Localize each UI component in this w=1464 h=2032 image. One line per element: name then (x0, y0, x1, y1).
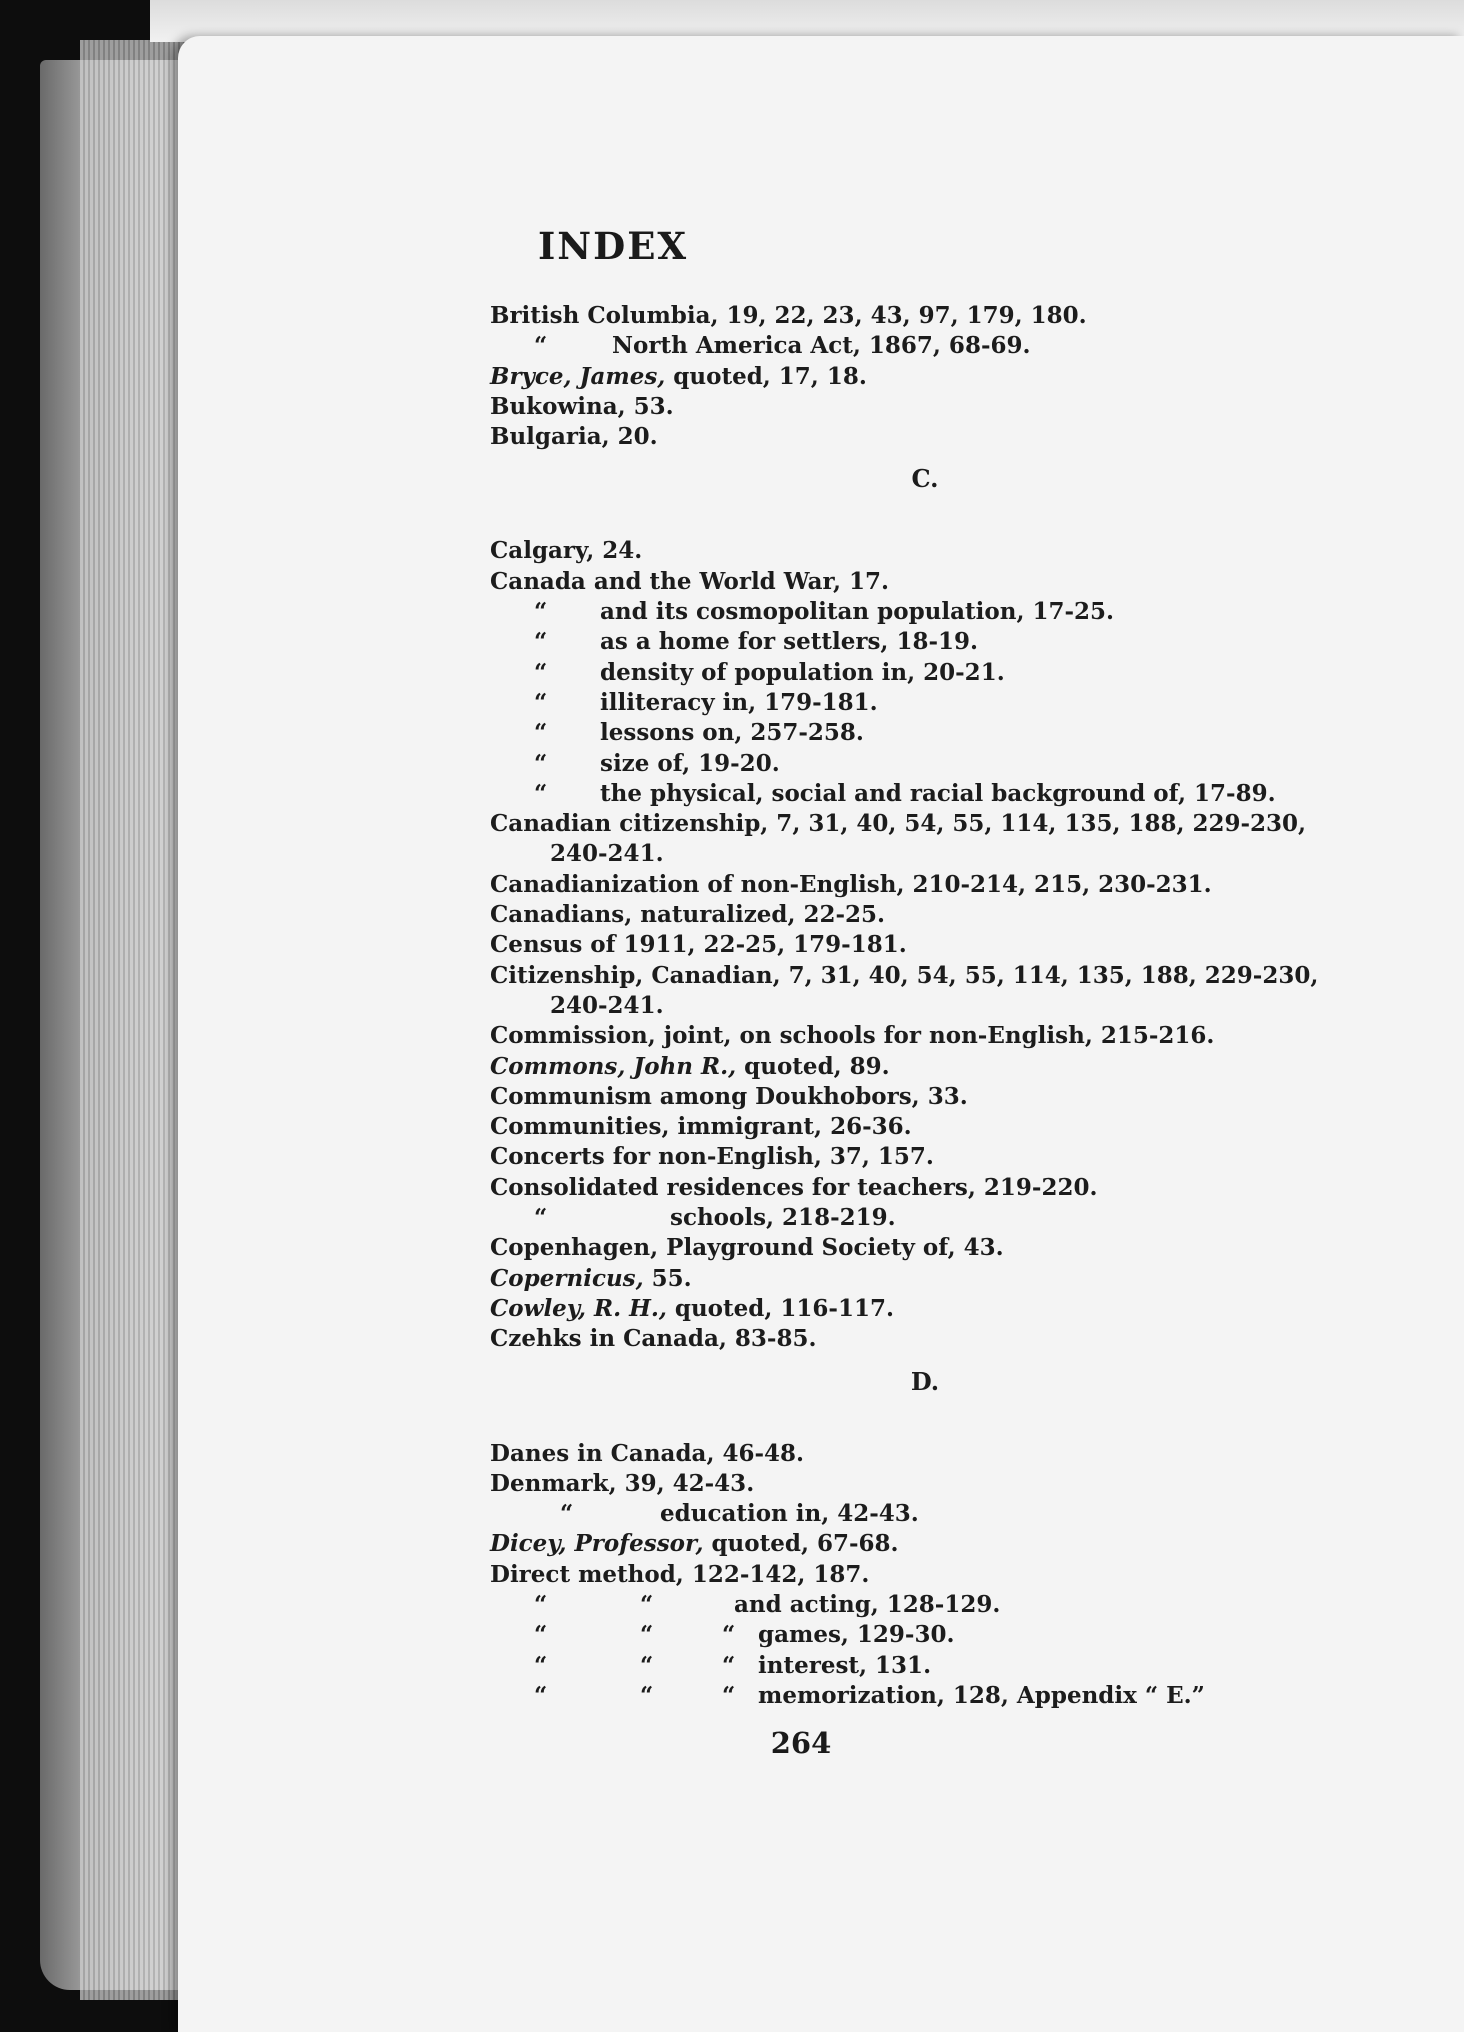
ditto-mark: “ (722, 1621, 736, 1649)
entry-text: 240-241. (550, 840, 664, 868)
ditto-mark: “ (534, 749, 548, 777)
ditto-mark: “ (534, 628, 548, 656)
index-entry (490, 627, 1420, 657)
index-entry (490, 1203, 1420, 1233)
section-spacer (490, 506, 1420, 536)
entry-text: Consolidated residences for teachers, 219-220. (490, 1173, 1098, 1201)
ditto-mark: “ (640, 1651, 654, 1679)
entry-text: Concerts for non-English, 37, 157. (490, 1143, 934, 1171)
entry-text: Census of 1911, 22-25, 179-181. (490, 931, 907, 959)
section-heading-d: D. (910, 1366, 940, 1396)
index-entry (490, 779, 1420, 809)
index-entry (490, 1620, 1420, 1650)
index-entry (490, 718, 1420, 748)
entry-text: 240-241. (550, 991, 664, 1019)
entry-name-italic: Cowley, R. H., (490, 1294, 667, 1322)
index-entry (490, 597, 1420, 627)
entry-text: density of population in, 20-21. (600, 658, 1005, 686)
entry-text: Bukowina, 53. (490, 392, 674, 420)
page-number: 264 (770, 1726, 832, 1760)
ditto-mark: “ (534, 779, 548, 807)
index-entry (490, 809, 1420, 839)
index-entry (490, 658, 1420, 688)
index-section-d (490, 1439, 1420, 1712)
entry-text: schools, 218-219. (670, 1204, 896, 1232)
index-entry (490, 301, 1420, 331)
index-entry (490, 688, 1420, 718)
index-entry (490, 1590, 1420, 1620)
index-entry (490, 749, 1420, 779)
entry-text: games, 129-30. (758, 1621, 955, 1649)
ditto-mark: “ (722, 1681, 736, 1709)
ditto-mark: “ (534, 332, 548, 360)
index-entry (490, 1294, 1420, 1324)
index-entry (490, 1142, 1420, 1172)
entry-text: quoted, 116-117. (666, 1294, 894, 1322)
entry-text: British Columbia, 19, 22, 23, 43, 97, 179, 180. (490, 302, 1087, 329)
entry-text: Canadian citizenship, 7, 31, 40, 54, 55, 114, 135, 188, 229-230, (490, 810, 1307, 838)
entry-text: 55. (643, 1264, 692, 1292)
entry-text: Bulgaria, 20. (490, 423, 658, 451)
entry-text: Canadians, naturalized, 22-25. (490, 901, 886, 929)
book-page (178, 36, 1464, 2032)
entry-text: quoted, 17, 18. (665, 362, 867, 390)
index-section-b (490, 301, 1420, 452)
entry-text: Calgary, 24. (490, 537, 643, 565)
index-entry (490, 1021, 1420, 1051)
entry-text: Czehks in Canada, 83-85. (490, 1325, 817, 1353)
index-entry (490, 961, 1420, 991)
entry-text: North America Act, 1867, 68-69. (612, 332, 1031, 360)
entry-text: illiteracy in, 179-181. (600, 688, 878, 716)
index-entry (490, 1560, 1420, 1590)
index-entry (490, 1681, 1420, 1711)
index-entry (490, 1529, 1420, 1559)
index-entry (490, 870, 1420, 900)
entry-name-italic: Copernicus, (490, 1264, 644, 1292)
ditto-mark: “ (534, 719, 548, 747)
index-entry (490, 392, 1420, 422)
ditto-mark: “ (722, 1651, 736, 1679)
entry-text: Danes in Canada, 46-48. (490, 1439, 805, 1467)
index-entry (490, 536, 1420, 566)
ditto-mark: “ (534, 1621, 548, 1649)
index-entry (490, 1469, 1420, 1499)
ditto-mark: “ (534, 658, 548, 686)
page-title: INDEX (538, 224, 689, 268)
index-entry (490, 1052, 1420, 1082)
index-entry (490, 1439, 1420, 1469)
index-entry (490, 930, 1420, 960)
ditto-mark: “ (534, 688, 548, 716)
index-entry (490, 839, 1420, 869)
index-entry (490, 1082, 1420, 1112)
entry-name-italic: Commons, John R., (490, 1052, 737, 1080)
ditto-mark: “ (640, 1621, 654, 1649)
entry-text: quoted, 89. (736, 1052, 890, 1080)
entry-text: Commission, joint, on schools for non-English, 215-216. (490, 1022, 1215, 1050)
index-entry (490, 1499, 1420, 1529)
index-entry (490, 422, 1420, 452)
entry-name-italic: Dicey, Professor, (490, 1530, 704, 1558)
ditto-mark: “ (640, 1681, 654, 1709)
entry-text: Copenhagen, Playground Society of, 43. (490, 1234, 1004, 1262)
index-entry (490, 1112, 1420, 1142)
index-entry (490, 991, 1420, 1021)
entry-text: and acting, 128-129. (734, 1590, 1001, 1618)
index-entry (490, 1324, 1420, 1354)
entry-text: Canada and the World War, 17. (490, 567, 889, 595)
index-entry (490, 1651, 1420, 1681)
ditto-mark: “ (534, 1681, 548, 1709)
ditto-mark: “ (534, 1651, 548, 1679)
ditto-mark: “ (534, 1204, 548, 1232)
entry-text: Citizenship, Canadian, 7, 31, 40, 54, 55, 114, 135, 188, 229-230, (490, 961, 1319, 989)
entry-text: quoted, 67-68. (703, 1530, 899, 1558)
entry-text: interest, 131. (758, 1651, 932, 1679)
entry-text: Denmark, 39, 42-43. (490, 1469, 755, 1497)
index-entry (490, 331, 1420, 361)
entry-text: size of, 19-20. (600, 749, 780, 777)
section-spacer (490, 1409, 1420, 1439)
entry-text: and its cosmopolitan population, 17-25. (600, 598, 1115, 626)
index-entry (490, 567, 1420, 597)
index-section-c (490, 536, 1420, 1354)
ditto-mark: “ (534, 598, 548, 626)
ditto-mark: “ (534, 1590, 548, 1618)
entry-text: lessons on, 257-258. (600, 719, 864, 747)
entry-name-italic: Bryce, James, (490, 362, 666, 390)
entry-text: education in, 42-43. (660, 1500, 919, 1528)
entry-text: Canadianization of non-English, 210-214, 215, 230-231. (490, 870, 1212, 898)
index-entry (490, 1233, 1420, 1263)
section-heading-c: C. (911, 464, 939, 494)
index-content (490, 301, 1420, 1711)
entry-text: as a home for settlers, 18-19. (600, 628, 979, 656)
page-edges (80, 40, 190, 2000)
ditto-mark: “ (640, 1590, 654, 1618)
index-entry (490, 900, 1420, 930)
entry-text: Direct method, 122-142, 187. (490, 1560, 870, 1588)
entry-text: Communism among Doukhobors, 33. (490, 1082, 968, 1110)
entry-text: memorization, 128, Appendix “ E.” (758, 1681, 1205, 1709)
entry-text: the physical, social and racial background of, 17-89. (600, 779, 1276, 807)
index-entry (490, 362, 1420, 392)
index-entry (490, 1173, 1420, 1203)
ditto-mark: “ (560, 1500, 574, 1528)
index-entry (490, 1264, 1420, 1294)
entry-text: Communities, immigrant, 26-36. (490, 1113, 912, 1141)
